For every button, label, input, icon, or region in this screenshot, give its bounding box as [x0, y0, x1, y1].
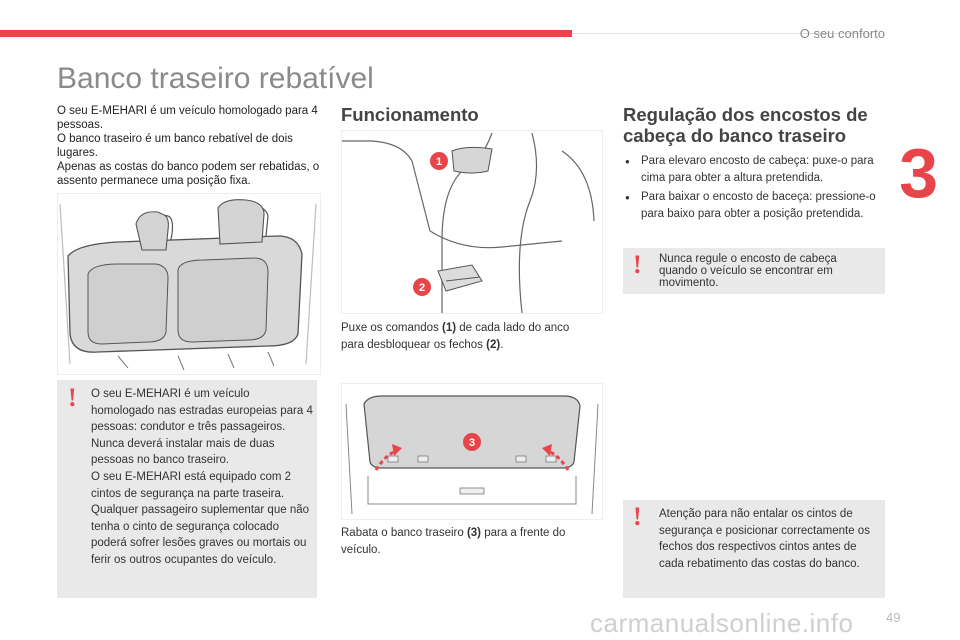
fold-seat-drawing	[342, 384, 602, 519]
step2-ref-3: (3)	[466, 527, 482, 539]
release-controls-illustration	[341, 130, 603, 314]
warning-text: Nunca regule o encosto de cabeça quando o veículo se encontrar em movimento.	[659, 253, 837, 289]
warning-box-belts	[623, 500, 885, 598]
rear-seat-illustration	[57, 193, 321, 375]
bullet-raise-headrest: ● Para elevaro encosto de cabeça: puxe-o para cima para obter a altura pretendida.	[623, 153, 888, 187]
intro-line: O seu E-MEHARI é um veículo homologado para 4 pessoas.	[57, 105, 318, 131]
step1-part: de cada lado do anco para desbloquear os fechos	[341, 322, 570, 351]
step2-text	[341, 525, 591, 559]
step2-part: para a frente do veículo.	[341, 527, 566, 556]
rear-seat-drawing	[58, 194, 320, 374]
step1-ref-2: (2)	[486, 339, 501, 351]
step2-part: Rabata o banco traseiro	[341, 527, 467, 539]
bullet-lower-headrest: ● Para baixar o encosto de baceça: pressione-o para baixo para obter a posição pretendida.	[623, 189, 888, 223]
watermark: carmanualsonline.info	[590, 608, 854, 638]
fold-seat-illustration	[341, 383, 603, 520]
heading-regulacao: Regulação dos encostos de cabeça do banco traseiro	[623, 104, 868, 146]
heading-funcionamento: Funcionamento	[341, 104, 479, 125]
step1-ref-1: (1)	[442, 322, 457, 334]
intro-line: Apenas as costas do banco podem ser rebatidas, o assento permanece uma posição fixa.	[57, 161, 320, 187]
marker-1-label: 1	[435, 156, 443, 168]
page-title: Banco traseiro rebatível	[57, 62, 374, 95]
step1-part: Puxe os comandos	[341, 322, 443, 334]
warning-box-moving	[623, 248, 885, 294]
warning-text: Atenção para não entalar os cintos de segurança e posicionar correctamente os fechos dos respectivos cintos antes de cada rebatimento das costas do banco.	[659, 508, 870, 570]
warning-icon: !	[633, 250, 642, 279]
step1-part: .	[500, 339, 504, 351]
section-title: O seu conforto	[799, 26, 885, 41]
warning-icon: !	[633, 502, 642, 531]
header-accent-bar	[0, 30, 572, 37]
regulacao-bullets	[623, 153, 888, 225]
warning-box-passengers	[57, 380, 317, 598]
step1-text	[341, 320, 591, 354]
page-number: 49	[886, 610, 901, 625]
marker-3-label: 3	[468, 437, 476, 449]
chapter-number: 3	[899, 134, 938, 212]
intro-line: O banco traseiro é um banco rebatível de dois lugares.	[57, 133, 293, 159]
warning-text: O seu E-MEHARI é um veículo homologado nas estradas europeias para 4 pessoas: condutor e três passageiros. Nunca deverá instalar mais de duas pessoas no banco traseiro. O seu E-MEHARI está equipado com 2 cintos de segurança na parte traseira. Qualquer passageiro suplementar que não tenha o cinto de segurança colocado poderá sofrer lesões graves ou mortais ou ferir os outros ocupantes do veículo.	[91, 388, 313, 566]
intro-text	[57, 104, 327, 188]
release-controls-drawing	[342, 131, 602, 313]
warning-icon: !	[68, 383, 77, 412]
marker-2-label: 2	[418, 282, 426, 294]
